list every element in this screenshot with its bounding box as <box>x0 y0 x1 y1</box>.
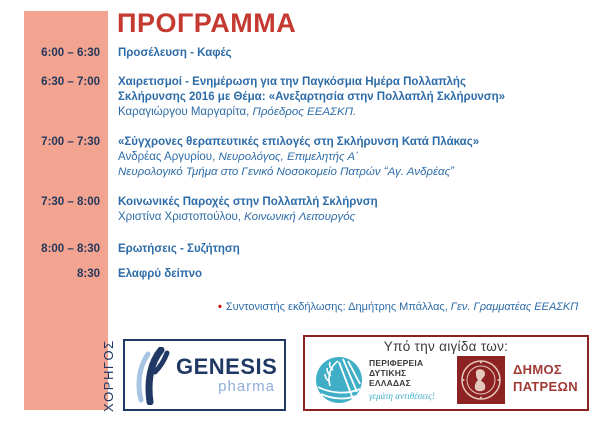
municipality-line-2: ΠΑΤΡΕΩΝ <box>513 379 578 394</box>
sponsor-label: ΧΟΡΗΓΟΣ <box>101 339 116 412</box>
event-line <box>118 90 590 105</box>
event-line <box>118 46 590 61</box>
time-label: 6:00 – 6:30 <box>41 47 100 59</box>
page-title: ΠΡΟΓΡΑΜΜΑ <box>117 8 297 38</box>
event-line <box>118 195 590 210</box>
event-description <box>118 75 590 120</box>
time-label: 8:00 – 8:30 <box>41 243 100 255</box>
event-line <box>118 75 590 90</box>
region-line-2: ΔΥΤΙΚΗΣ <box>369 368 407 378</box>
municipality-line-1: ΔΗΜΟΣ <box>513 362 562 377</box>
event-text-segment: Κοινωνική Λειτουργός <box>244 211 356 223</box>
time-label: 8:30 <box>76 268 100 280</box>
event-line <box>118 135 590 150</box>
coordinator-note <box>218 301 598 313</box>
bullet-icon: • <box>218 301 222 313</box>
event-text-segment: Ανδρέας Αργυρίου, <box>118 151 219 163</box>
event-text-segment: Νευρολογικό Τμήμα στο Γενικό Νοσοκομείο Πατρών “Αγ. Ανδρέας” <box>118 166 454 178</box>
event-line <box>118 210 590 225</box>
genesis-pharma-text: pharma <box>218 378 275 395</box>
region-slogan: γεμάτη αντιθέσεις! <box>369 391 435 401</box>
event-text-segment: Νευρολόγος, Επιμελητής Α΄ <box>218 151 359 163</box>
event-text-segment: Καραγιώργου Μαργαρίτα, <box>118 106 253 118</box>
time-label: 7:30 – 8:00 <box>41 196 100 208</box>
genesis-pharma-logo <box>123 339 286 411</box>
event-line <box>118 242 590 257</box>
region-line-1: ΠΕΡΙΦΕΡΕΙΑ <box>369 358 424 368</box>
aegis-box <box>303 335 589 411</box>
event-line <box>118 105 590 120</box>
genesis-wordmark: GENESIS <box>176 354 278 379</box>
event-text-segment: Ελαφρύ δείπνο <box>118 268 203 280</box>
municipality-name <box>513 361 578 395</box>
patras-municipality-seal-icon <box>457 356 505 404</box>
genesis-swoosh-icon <box>132 347 176 405</box>
event-text-segment: Πρόεδρος ΕΕΑΣΚΠ. <box>252 106 357 118</box>
event-line <box>118 165 590 180</box>
event-text-segment: Χριστίνα Χριστοπούλου, <box>118 211 245 223</box>
coordinator-text: Συντονιστής εκδήλωσης: Δημήτρης Μπάλλας, <box>225 301 451 313</box>
aegis-title: Υπό την αιγίδα των: <box>383 339 509 354</box>
event-description <box>118 195 590 225</box>
event-text-segment: Προσέλευση - Καφές <box>118 47 232 59</box>
region-name <box>369 358 423 388</box>
event-text-segment: «Σύγχρονες θεραπευτικές επιλογές στη Σκλήρυνση Κατά Πλάκας» <box>118 136 480 148</box>
region-line-3: ΕΛΛΑΔΑΣ <box>369 378 411 388</box>
coordinator-role: Γεν. Γραμματέας ΕΕΑΣΚΠ <box>450 301 579 313</box>
time-label: 6:30 – 7:00 <box>41 76 100 88</box>
event-text-segment: Σκλήρυνσης 2016 με Θέμα: «Ανεξαρτησία στην Πολλαπλή Σκλήρυνση» <box>118 91 506 103</box>
event-line <box>118 267 590 282</box>
event-line <box>118 150 590 165</box>
time-label: 7:00 – 7:30 <box>41 136 100 148</box>
time-column-background <box>24 11 108 410</box>
region-western-greece-icon <box>315 356 363 404</box>
event-text-segment: Ερωτήσεις - Συζήτηση <box>118 243 240 255</box>
event-description <box>118 242 590 257</box>
event-text-segment: Κοινωνικές Παροχές στην Πολλαπλή Σκλήρνση <box>118 196 378 208</box>
event-description <box>118 46 590 61</box>
event-text-segment: Χαιρετισμοί - Ενημέρωση για την Παγκόσμια Ημέρα Πολλαπλής <box>118 76 466 88</box>
event-description <box>118 267 590 282</box>
event-description <box>118 135 590 180</box>
